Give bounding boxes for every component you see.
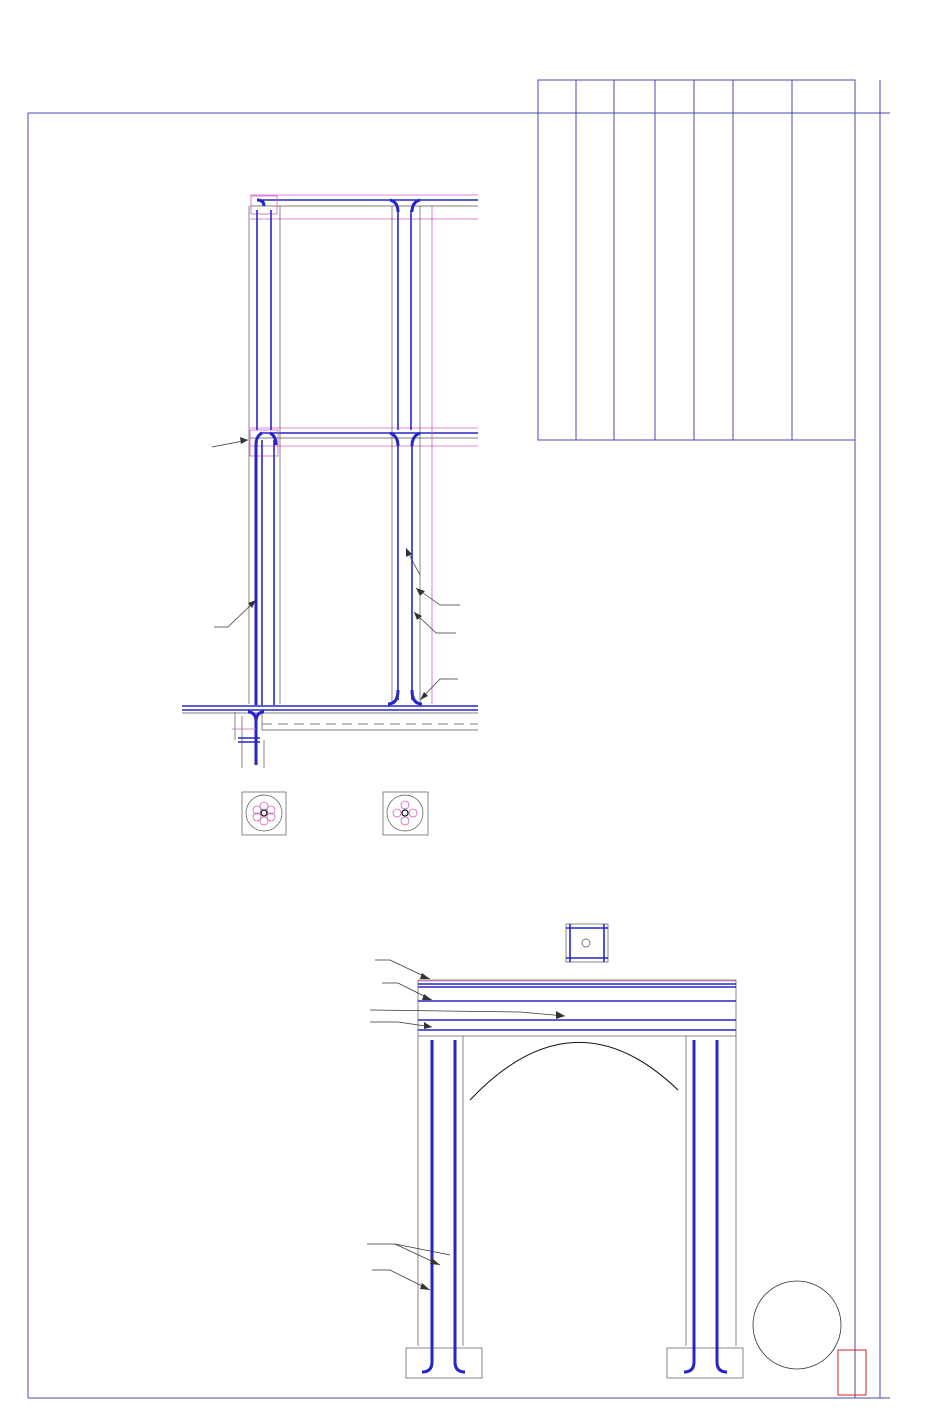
- portico-elevation-drawing: [182, 195, 478, 768]
- sheet-frame: [28, 80, 890, 1398]
- decking-elevation-drawing: [406, 980, 743, 1378]
- decking-leaders: [367, 960, 565, 1290]
- north-circle: [753, 1281, 841, 1369]
- title-block: [538, 80, 855, 440]
- sheet-number-box: [838, 1350, 866, 1395]
- decking-plan-drawing: [566, 924, 608, 962]
- plan-outer-column: [242, 792, 286, 835]
- plan-inner-column: [383, 792, 428, 835]
